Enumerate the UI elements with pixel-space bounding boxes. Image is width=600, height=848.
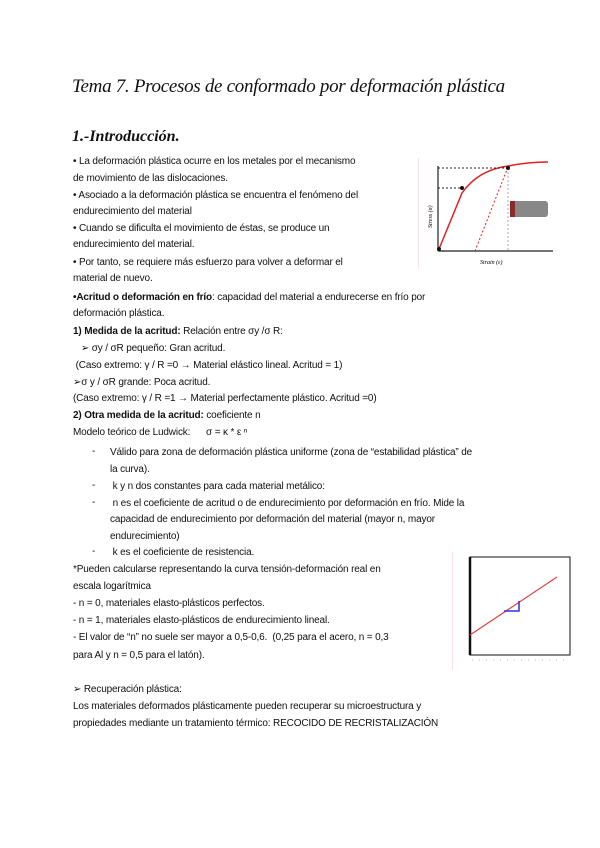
section-heading: 1.-Introducción. — [72, 128, 180, 145]
text-line: endurecimiento del material. — [73, 239, 195, 250]
list-item: k es el coeficiente de resistencia. — [110, 547, 255, 558]
text-line: ➢σ y / σR grande: Poca acritud. — [73, 377, 211, 388]
text: Relación entre σy /σ R: — [180, 326, 283, 337]
text-line: • Por tanto, se requiere más esfuerzo para volver a deformar el — [73, 257, 343, 268]
list-dash: - — [92, 546, 96, 557]
list-item: endurecimiento) — [110, 531, 180, 542]
text: : capacidad del material a endurecerse en frío por — [212, 292, 426, 303]
text-line: (Caso extremo: γ / R =0 → Material elástico lineal. Acritud = 1) — [73, 360, 343, 371]
specimen-icon — [510, 201, 548, 217]
point-2 — [460, 186, 464, 190]
text-line: - n = 0, materiales elasto-plásticos perfectos. — [73, 598, 265, 609]
list-dash: - — [92, 480, 96, 491]
text-line: ➢ σy / σR pequeño: Gran acritud. — [73, 343, 226, 354]
x-axis-label: Strain (ε) — [480, 260, 503, 266]
text-line: ➢ Recuperación plástica: — [73, 684, 182, 695]
list-item: Válido para zona de deformación plástica uniforme (zona de “estabilidad plástica” de — [110, 447, 473, 458]
text-line: (Caso extremo: γ / R =1 → Material perfectamente plástico. Acritud =0) — [73, 393, 377, 404]
log-plot-figure — [452, 552, 582, 670]
point-1 — [437, 247, 441, 251]
list-item: la curva). — [110, 464, 150, 475]
point-3 — [506, 166, 510, 170]
bold-term: 2) Otra medida de la acritud: — [73, 410, 204, 421]
text-line: - n = 1, materiales elasto-plásticos de endurecimiento lineal. — [73, 615, 330, 626]
slope-triangle — [504, 601, 519, 611]
text-line: • Asociado a la deformación plástica se encuentra el fenómeno del — [73, 190, 359, 201]
list-item: n es el coeficiente de acritud o de endurecimiento por deformación en frío. Mide la — [110, 498, 465, 509]
text-line: propiedades mediante un tratamiento térmico: RECOCIDO DE RECRISTALIZACIÓN — [73, 718, 439, 729]
plot-frame — [470, 557, 570, 655]
list-dash: - — [92, 497, 96, 508]
data-line — [470, 577, 557, 635]
text-line — [73, 291, 425, 305]
text-line: escala logarítmica — [73, 581, 151, 592]
text-line: - El valor de “n” no suele ser mayor a 0,5-0,6. (0,25 para el acero, n = 0,3 — [73, 632, 389, 643]
text-line — [73, 325, 283, 339]
page-title: Tema 7. Procesos de conformado por deformación plástica — [72, 76, 505, 97]
text-line: de movimiento de las dislocaciones. — [73, 173, 228, 184]
text-line: deformación plástica. — [73, 308, 165, 319]
y-axis-label: Stress (σ) — [428, 205, 434, 228]
text-line: Modelo teórico de Ludwick: σ = κ * ε ⁿ — [73, 427, 248, 438]
bold-term: 1) Medida de la acritud: — [73, 326, 181, 337]
stress-strain-figure — [418, 158, 558, 268]
bold-term: •Acritud o deformación en frío — [73, 292, 213, 303]
text-line: Los materiales deformados plásticamente pueden recuperar su microestructura y — [73, 701, 422, 712]
text-line: material de nuevo. — [73, 273, 153, 284]
text-line: • Cuando se dificulta el movimiento de éstas, se produce un — [73, 223, 330, 234]
text-line: para Al y n = 0,5 para el latón). — [73, 650, 205, 661]
text-line: endurecimiento del material — [73, 206, 192, 217]
list-item: capacidad de endurecimiento por deformación del material (mayor n, mayor — [110, 514, 435, 525]
text-line: *Pueden calcularse representando la curva tensión-deformación real en — [73, 564, 381, 575]
list-item: k y n dos constantes para cada material metálico: — [110, 481, 325, 492]
text-line: • La deformación plástica ocurre en los metales por el mecanismo — [73, 156, 356, 167]
text: coeficiente n — [203, 410, 261, 421]
list-dash: - — [92, 446, 96, 457]
text-line — [73, 409, 261, 423]
unloading-line — [475, 167, 508, 251]
specimen-face — [510, 201, 515, 217]
